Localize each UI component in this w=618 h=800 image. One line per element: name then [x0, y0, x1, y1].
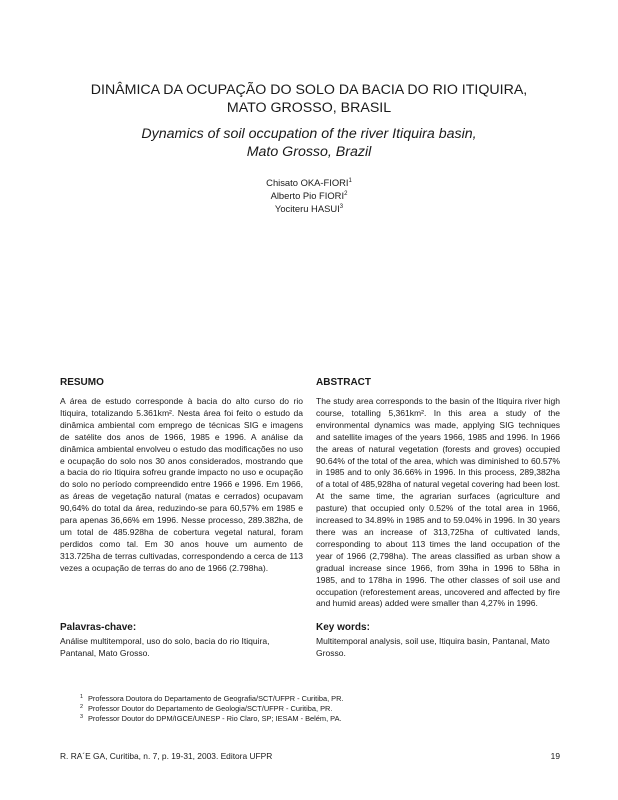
title-en-line-1: Dynamics of soil occupation of the river Itiquira basin, [141, 126, 477, 142]
resumo-heading: RESUMO [60, 377, 104, 388]
footnote-text: Professor Doutor do Departamento de Geologia/SCT/UFPR - Curitiba, PR. [88, 704, 333, 713]
footnote-1 [80, 694, 344, 704]
resumo-section [60, 376, 303, 575]
author-name: Yociteru HASUI [274, 203, 340, 215]
author-affiliation-mark: 1 [348, 178, 352, 184]
paper-title-english [40, 126, 578, 161]
author-1 [60, 176, 558, 189]
footnote-mark: 1 [80, 694, 84, 700]
title-pt-line-2: MATO GROSSO, BRASIL [226, 99, 392, 116]
keywords-heading: Key words: [316, 622, 370, 633]
palavras-chave-text: Análise multitemporal, uso do solo, bacia do rio Itiquira, Pantanal, Mato Grosso. [60, 636, 270, 658]
author-affiliation-mark: 3 [339, 204, 344, 211]
footnote-text: Professor Doutor do DPM/IGCE/UNESP - Rio Claro, SP; IESAM - Belém, PA. [88, 714, 342, 723]
author-name: Chisato OKA-FIORI [266, 177, 349, 188]
abstract-text: The study area corresponds to the basin of the Itiquira river high course, totalling 5,361km². In this area a study of the environmental dynamics was made, applying SIG techniques and satellite images of the years 1966, 1985 and 1996. In 1966 the areas of natural vegetation (forests and groves) occupied 90.64% of the total of the area, which was diminished to 60.57% in 1985 and to only 36.66% in 1996. In this process, 289,382ha of a total of 485,928ha of natural vegetal covering had been lost. At the same time, the agrarian surfaces (agriculture and pasture) that occupied only 0.52% of the total area in 1966, increased to 34.89% in 1985 and to 59.04% in 1996. In 30 years there was an increase of 313,725ha of cultivated lands, corresponding to about 113 times the land occupation of the year of 1966 (2,798ha). The areas classified as urban show a gradual increase since 1966, from 39ha in 1996 to 58ha in 1985, and to 178ha in 1996. The other classes of soil use and occupation (reforestement areas, uncovered and affected by fire and humid areas) added were smaller than 4,27% in 1996. [316, 396, 560, 609]
author-3 [60, 202, 558, 215]
keywords-section [316, 621, 560, 660]
title-pt-line-1: DINÂMICA DA OCUPAÇÃO DO SOLO DA BACIA DO RIO ITIQUIRA, [90, 82, 528, 98]
footnote-text: Professora Doutora do Departamento de Geografia/SCT/UFPR - Curitiba, PR. [88, 694, 344, 703]
author-affiliation-mark: 2 [344, 191, 348, 198]
footnote-3 [80, 714, 342, 724]
paper-title-portuguese [40, 82, 578, 117]
author-list [60, 176, 558, 216]
page-number: 19 [550, 751, 560, 761]
journal-citation: R. RA´E GA, Curitiba, n. 7, p. 19-31, 2003. Editora UFPR [60, 751, 273, 761]
palavras-chave-heading: Palavras-chave: [60, 622, 137, 633]
keywords-text: Multitemporal analysis, soil use, Itiquira basin, Pantanal, Mato Grosso. [316, 636, 550, 658]
author-2 [60, 189, 558, 202]
footnote-2 [80, 704, 333, 714]
title-en-line-2: Mato Grosso, Brazil [246, 143, 372, 160]
abstract-section [316, 376, 560, 610]
author-name: Alberto Pio FIORI [270, 190, 345, 202]
footnote-mark: 2 [80, 704, 84, 710]
abstract-heading: ABSTRACT [316, 377, 371, 388]
footnote-mark: 3 [80, 714, 84, 720]
palavras-chave-section [60, 621, 303, 660]
resumo-text: A área de estudo corresponde à bacia do alto curso do rio Itiquira, totalizando 5.361km². Nesta área foi feito o estudo da dinâmica ambiental com emprego de técnicas SIG e imagens de satélite dos anos de 1966, 1985 e 1996. A análise da dinâmica ambiental envolveu o estudo das modificações no uso e ocupação do solo nos 30 anos considerados, mostrando que a bacia do rio Itiquira sofreu grande impacto no uso e ocupação do solo no período compreendido entre 1966 e 1996. Em 1966, as áreas de vegetação natural (matas e cerrados) ocupavam 90,64% do total da área, reduzindo-se para 60,57% em 1985 e para apenas 36,66% em 1996. Nesse processo, 289.382ha, de um total de 485.928ha de cobertura vegetal natural, foram perdidos como tal. Em 30 anos houve um aumento de 313.725ha de terras cultivadas, correspondendo a cerca de 113 vezes a ocupação de terras do ano de 1966 (2.798ha). [60, 396, 303, 573]
